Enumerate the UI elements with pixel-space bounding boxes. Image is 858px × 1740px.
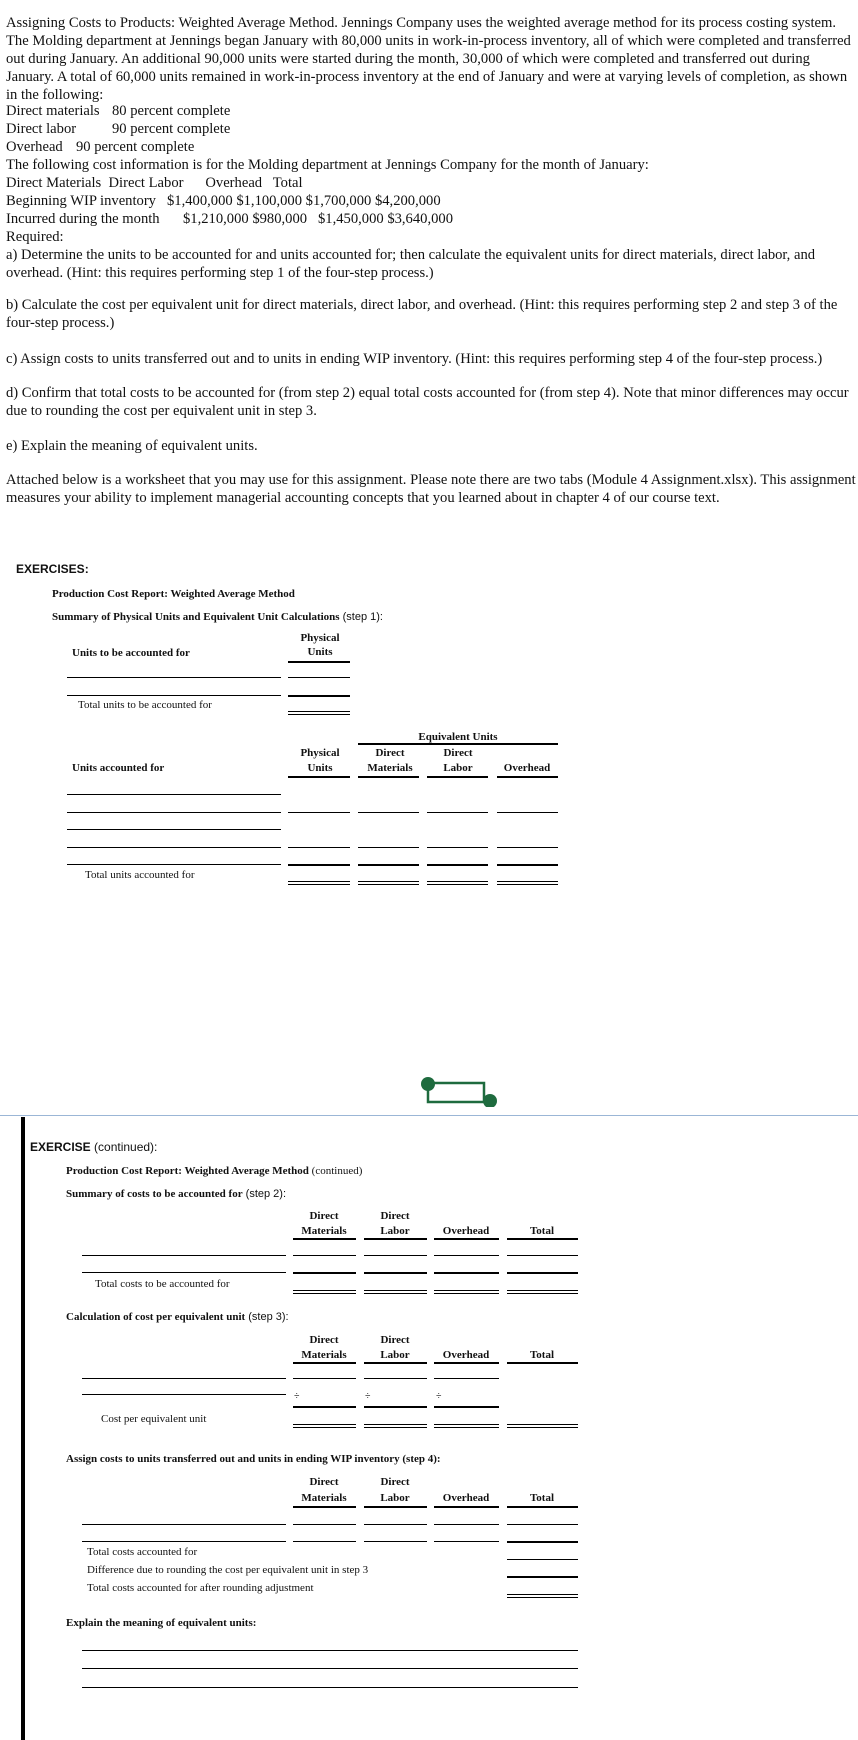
requirement-e: e) Explain the meaning of equivalent units. [6, 438, 258, 454]
divide-sign-dm: ÷ [294, 1391, 300, 1402]
completion-labor-value: 90 percent complete [112, 121, 231, 137]
completion-labor-label: Direct labor [6, 121, 77, 137]
units-header-2: Units [307, 762, 333, 774]
cost-row-beginning-values: $1,400,000 $1,100,000 $1,700,000 $4,200,000 [167, 193, 441, 209]
step4-heading: Assign costs to units transferred out and units in ending WIP inventory (step 4): [66, 1453, 441, 1465]
s3-overhead: Overhead [442, 1349, 490, 1361]
overhead-header: Overhead [503, 762, 551, 774]
s3-total: Total [529, 1349, 555, 1361]
s3-labor: Labor [380, 1349, 410, 1361]
report-title: Production Cost Report: Weighted Average Method [52, 588, 295, 600]
s2-direct-dm: Direct [309, 1210, 339, 1222]
requirement-b: b) Calculate the cost per equivalent unit for direct materials, direct labor, and overhead. (Hint: this requires performing step 2 and step 3 of the four-step process.) [6, 297, 838, 331]
completion-overhead-value: 90 percent complete [76, 139, 195, 155]
labor-header: Labor [443, 762, 473, 774]
exercise-continued-heading: EXERCISE (continued): [30, 1140, 158, 1154]
s4-total: Total [529, 1492, 555, 1504]
connector-handle-icon[interactable] [418, 1075, 500, 1107]
direct-header-dl: Direct [443, 747, 473, 759]
cost-per-eu-label: Cost per equivalent unit [101, 1413, 207, 1425]
cost-intro: The following cost information is for the Molding department at Jennings Company for the month of January: [6, 157, 649, 173]
s2-total: Total [529, 1225, 555, 1237]
requirement-d: d) Confirm that total costs to be accounted for (from step 2) equal total costs accounted for (from step 4). Note that minor differences may occur due to rounding the cost per equivalent unit in step 3. [6, 385, 849, 419]
attached-note: Attached below is a worksheet that you may use for this assignment. Please note there are two tabs (Module 4 Assignment.xlsx). This assignment measures your ability to implement managerial accounting concepts that you learned about in chapter 4 of our course text. [6, 472, 856, 506]
rounding-difference-label: Difference due to rounding the cost per equivalent unit in step 3 [87, 1564, 369, 1576]
total-units-accounted-label: Total units accounted for [85, 869, 195, 881]
step3-heading: Calculation of cost per equivalent unit (step 3): [66, 1311, 289, 1323]
divide-sign-dl: ÷ [365, 1391, 371, 1402]
cost-row-incurred-label: Incurred during the month [6, 211, 160, 227]
s2-materials: Materials [301, 1225, 347, 1237]
s4-direct-dm: Direct [309, 1476, 339, 1488]
page-divider [0, 1115, 858, 1116]
step1-heading: Summary of Physical Units and Equivalent Unit Calculations (step 1): [52, 611, 383, 623]
cost-row-beginning-label: Beginning WIP inventory [6, 193, 156, 209]
divide-sign-oh: ÷ [436, 1391, 442, 1402]
s3-materials: Materials [301, 1349, 347, 1361]
completion-materials-value: 80 percent complete [112, 103, 231, 119]
units-accounted-label: Units accounted for [72, 762, 165, 774]
physical-header-1: Physical [300, 632, 340, 644]
report-title-continued: Production Cost Report: Weighted Average Method (continued) [66, 1165, 363, 1177]
required-label: Required: [6, 229, 64, 245]
equivalent-units-header: Equivalent Units [418, 731, 498, 743]
total-units-to-be-label: Total units to be accounted for [78, 699, 212, 711]
s4-labor: Labor [380, 1492, 410, 1504]
explain-heading: Explain the meaning of equivalent units: [66, 1617, 257, 1629]
completion-materials-label: Direct materials [6, 103, 100, 119]
s4-overhead: Overhead [442, 1492, 490, 1504]
step2-heading: Summary of costs to be accounted for (step 2): [66, 1188, 286, 1200]
s2-direct-dl: Direct [380, 1210, 410, 1222]
after-rounding-label: Total costs accounted for after rounding adjustment [87, 1582, 314, 1594]
s3-direct-dl: Direct [380, 1334, 410, 1346]
s4-direct-dl: Direct [380, 1476, 410, 1488]
s3-direct-dm: Direct [309, 1334, 339, 1346]
exercises-heading: EXERCISES: [16, 562, 89, 576]
total-costs-to-be-label: Total costs to be accounted for [95, 1278, 230, 1290]
completion-overhead-label: Overhead [6, 139, 63, 155]
total-costs-accounted-label: Total costs accounted for [87, 1546, 198, 1558]
s4-materials: Materials [301, 1492, 347, 1504]
units-header-1: Units [307, 646, 333, 658]
left-margin-bar [21, 1117, 25, 1740]
materials-header: Materials [367, 762, 413, 774]
units-to-be-label: Units to be accounted for [72, 647, 190, 659]
direct-header-dm: Direct [375, 747, 405, 759]
cost-headers: Direct Materials Direct Labor Overhead Total [6, 175, 303, 191]
requirement-a: a) Determine the units to be accounted for and units accounted for; then calculate the equivalent units for direct materials, direct labor, and overhead. (Hint: this requires performing step 1 of the four-step process.) [6, 247, 816, 281]
s2-labor: Labor [380, 1225, 410, 1237]
cost-row-incurred-values: $1,210,000 $980,000 $1,450,000 $3,640,000 [183, 211, 453, 227]
problem-intro: Assigning Costs to Products: Weighted Average Method. Jennings Company uses the weighted average method for its process costing system. The Molding department at Jennings began January with 80,000 units in work-in-process inventory, all of which were completed and transferred out during January. An additional 90,000 units were started during the month, 30,000 of which were completed and transferred out during January. A total of 60,000 units remained in work-in-process inventory at the end of January and were at varying levels of completion, as shown in the following: [6, 15, 851, 103]
s2-overhead: Overhead [442, 1225, 490, 1237]
requirement-c: c) Assign costs to units transferred out and to units in ending WIP inventory. (Hint: this requires performing step 4 of the four-step process.) [6, 351, 823, 367]
physical-header-2: Physical [300, 747, 340, 759]
